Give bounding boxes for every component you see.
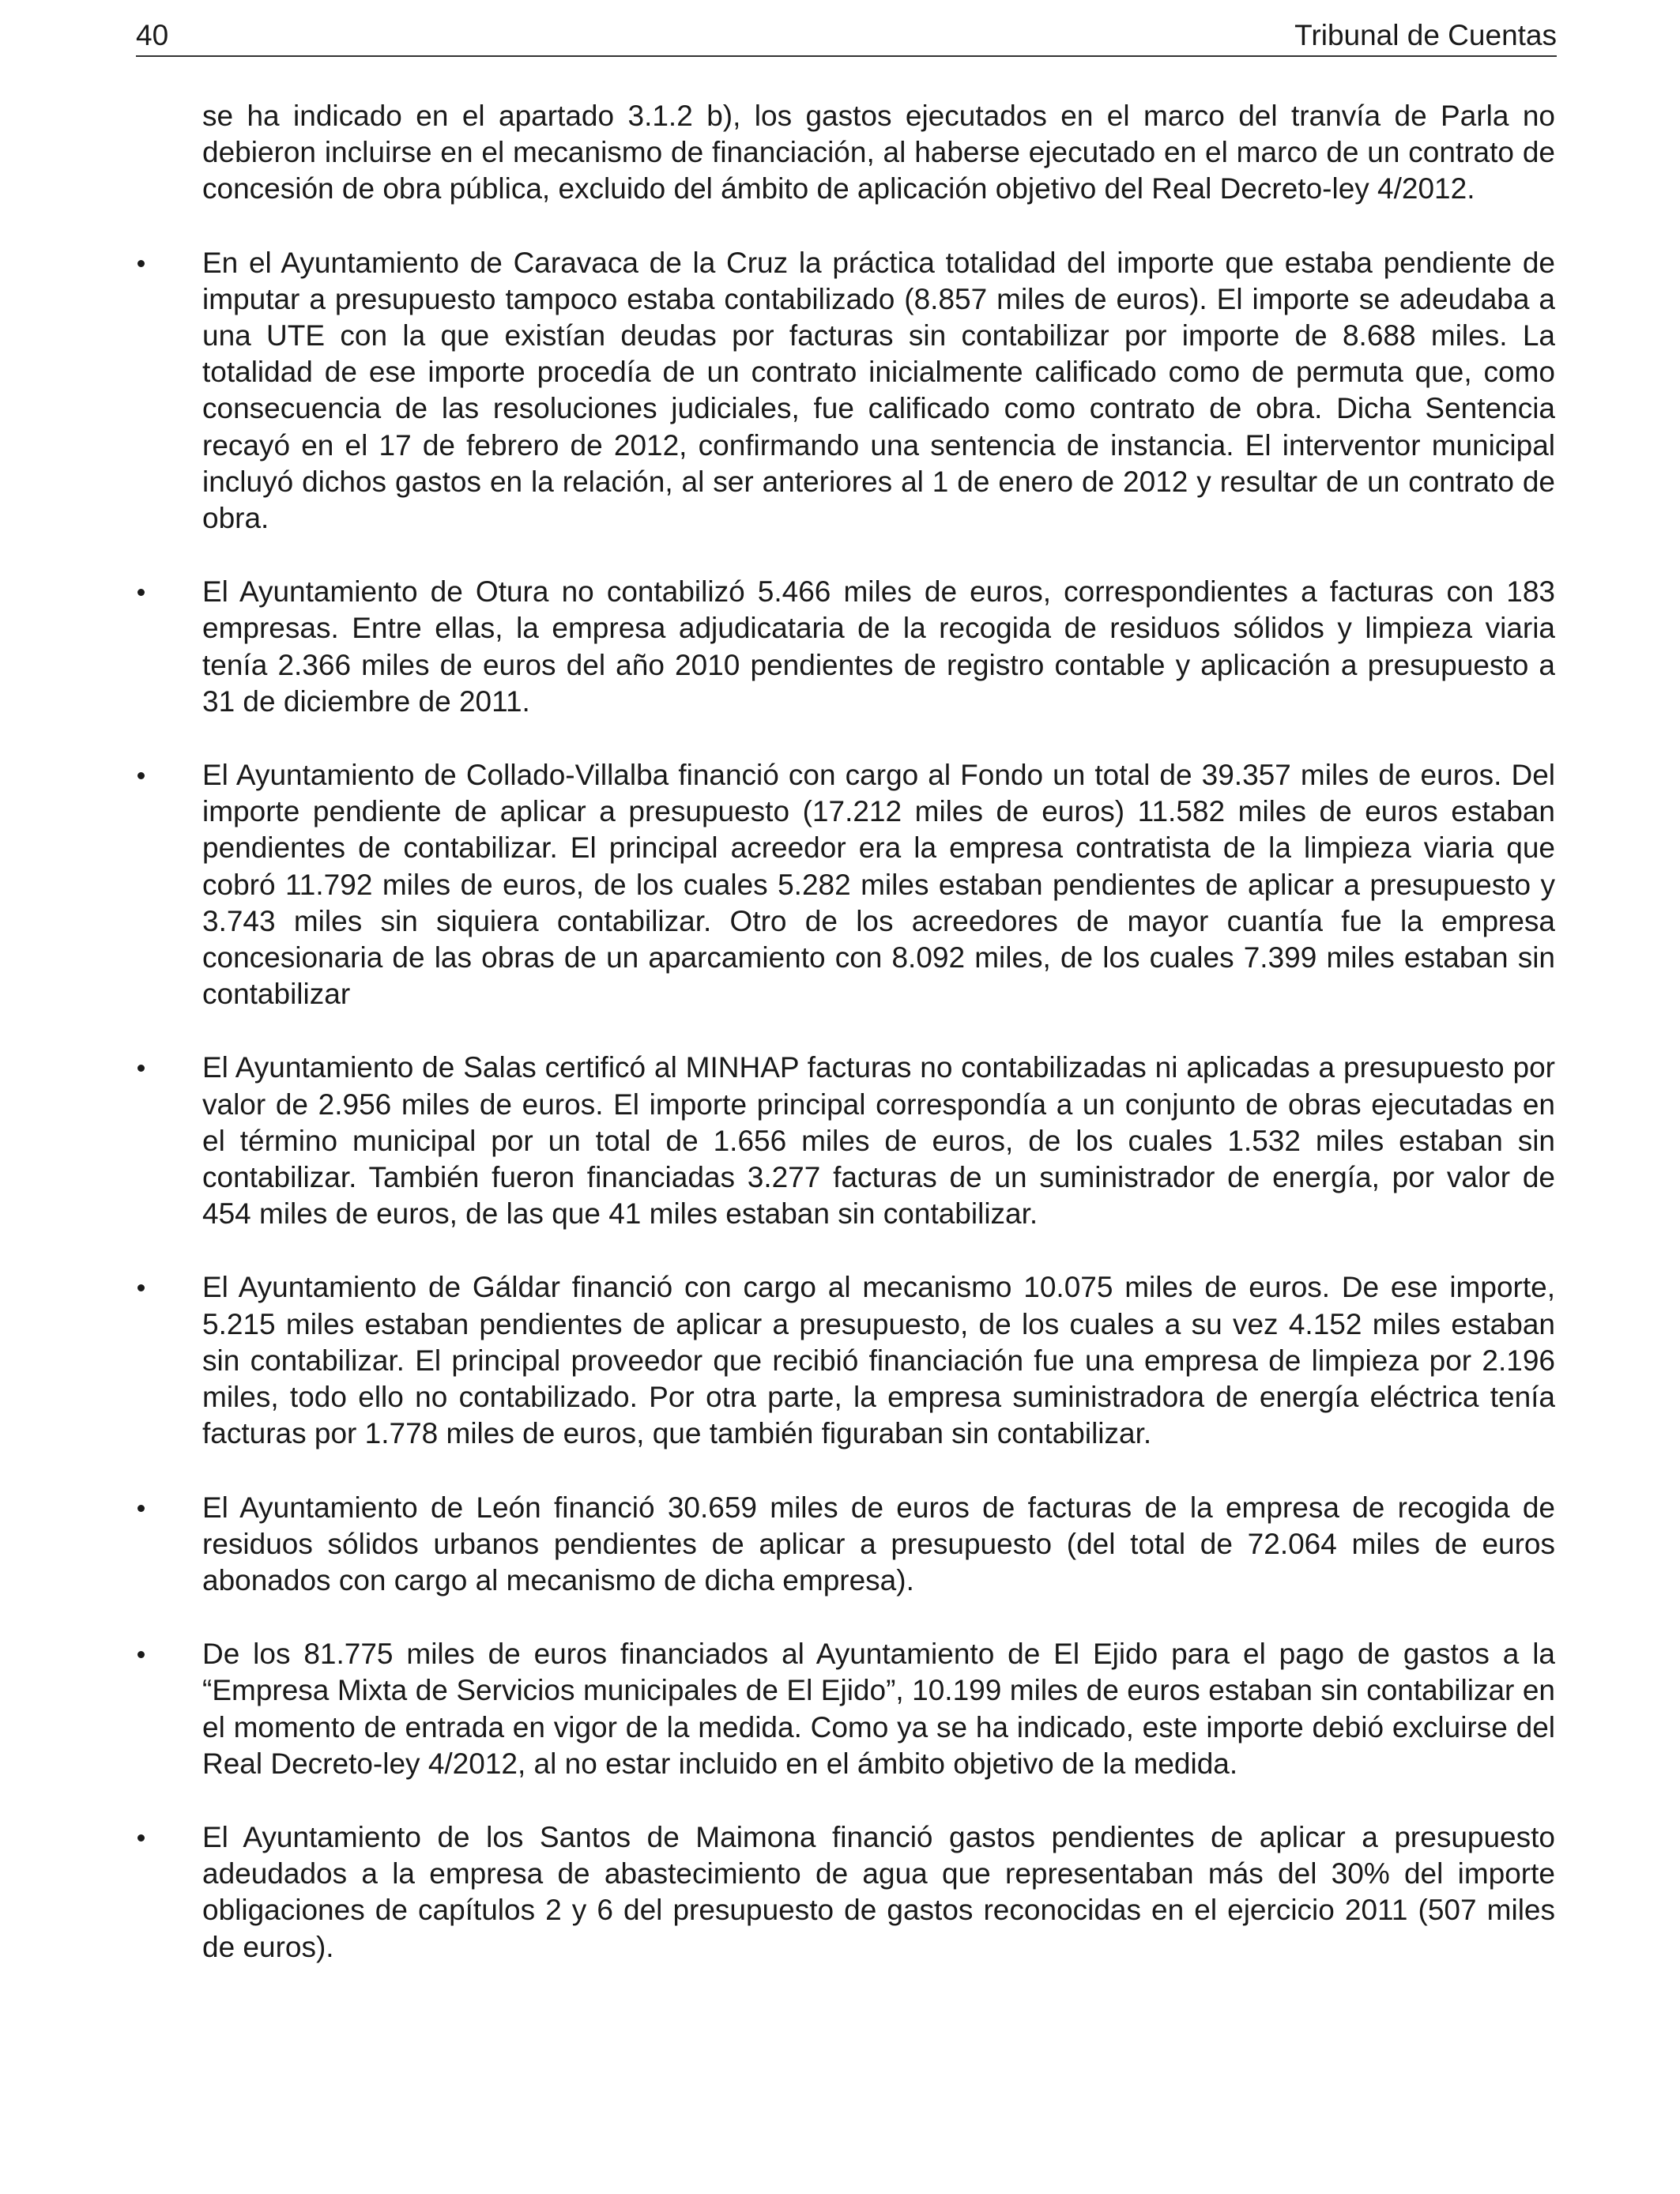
- body-text: [202, 98, 1555, 2003]
- list-item: [202, 245, 1555, 537]
- list-item-text: El Ayuntamiento de Otura no contabilizó 5.466 miles de euros, correspondientes a facturas con 183 empresas. Entre ellas, la empresa adjudicataria de la recogida de residuos sólidos y limpieza viaria tenía 2.366 miles de euros del año 2010 pendientes de registro contable y aplicación a presupuesto a 31 de diciembre de 2011.: [202, 575, 1555, 718]
- list-item: [202, 1490, 1555, 1600]
- list-item-text: El Ayuntamiento de Gáldar financió con cargo al mecanismo 10.075 miles de euros. De ese importe, 5.215 miles estaban pendientes de aplicar a presupuesto, de los cuales a su vez 4.152 miles estaban sin contabilizar. El principal proveedor que recibió financiación fue una empresa de limpieza por 2.196 miles, todo ello no contabilizado. Por otra parte, la empresa suministradora de energía eléctrica tenía facturas por 1.778 miles de euros, que también figuraban sin contabilizar.: [202, 1271, 1555, 1450]
- bullet-icon: [137, 589, 145, 596]
- list-item: [202, 1050, 1555, 1232]
- list-item: [202, 1269, 1555, 1452]
- list-item-text: El Ayuntamiento de Salas certificó al MINHAP facturas no contabilizadas ni aplicadas a presupuesto por valor de 2.956 miles de euros. El importe principal correspondía a un conjunto de obras ejecutadas en el término municipal por un total de 1.656 miles de euros, de los cuales 1.532 miles estaban sin contabilizar. También fueron financiadas 3.277 facturas de un suministrador de energía, por valor de 454 miles de euros, de las que 41 miles estaban sin contabilizar.: [202, 1051, 1555, 1231]
- page-header: [136, 16, 1557, 57]
- list-item-text: En el Ayuntamiento de Caravaca de la Cruz la práctica totalidad del importe que estaba pendiente de imputar a presupuesto tampoco estaba contabilizado (8.857 miles de euros). El importe se adeudaba a una UTE con la que existían deudas por facturas sin contabilizar por importe de 8.688 miles. La totalidad de ese importe procedía de un contrato inicialmente calificado como de permuta que, como consecuencia de las resoluciones judiciales, fue calificado como contrato de obra. Dicha Sentencia recayó en el 17 de febrero de 2012, confirmando una sentencia de instancia. El interventor municipal incluyó dichos gastos en la relación, al ser anteriores al 1 de enero de 2012 y resultar de un contrato de obra.: [202, 246, 1555, 535]
- list-item-text: El Ayuntamiento de Collado-Villalba financió con cargo al Fondo un total de 39.357 miles de euros. Del importe pendiente de aplicar a presupuesto (17.212 miles de euros) 11.582 miles de euros estaban pendientes de contabilizar. El principal acreedor era la empresa contratista de la limpieza viaria que cobró 11.792 miles de euros, de los cuales 5.282 miles estaban pendientes de aplicar a presupuesto y 3.743 miles sin siquiera contabilizar. Otro de los acreedores de mayor cuantía fue la empresa concesionaria de las obras de un aparcamiento con 8.092 miles, de los cuales 7.399 miles estaban sin contabilizar: [202, 759, 1555, 1011]
- bullet-icon: [137, 772, 145, 779]
- list-item-text: El Ayuntamiento de León financió 30.659 miles de euros de facturas de la empresa de recogida de residuos sólidos urbanos pendientes de aplicar a presupuesto (del total de 72.064 miles de euros abonados con cargo al mecanismo de dicha empresa).: [202, 1491, 1555, 1596]
- bullet-icon: [137, 1065, 145, 1072]
- list-item: [202, 757, 1555, 1012]
- bullet-icon: [137, 1284, 145, 1291]
- bullet-icon: [137, 1651, 145, 1658]
- page-number: 40: [136, 19, 169, 51]
- running-title: Tribunal de Cuentas: [1294, 19, 1557, 51]
- bullet-icon: [137, 1505, 145, 1512]
- list-item: [202, 1819, 1555, 1966]
- list-item-text: El Ayuntamiento de los Santos de Maimona financió gastos pendientes de aplicar a presupuesto adeudados a la empresa de abastecimiento de agua que representaban más del 30% del importe obligaciones de capítulos 2 y 6 del presupuesto de gastos reconocidas en el ejercicio 2011 (507 miles de euros).: [202, 1820, 1555, 1963]
- paragraph-continuation: se ha indicado en el apartado 3.1.2 b), los gastos ejecutados en el marco del tranvía de Parla no debieron incluirse en el mecanismo de financiación, al haberse ejecutado en el marco de un contrato de concesión de obra pública, excluido del ámbito de aplicación objetivo del Real Decreto-ley 4/2012.: [202, 100, 1555, 205]
- list-item: [202, 574, 1555, 720]
- list-item-text: De los 81.775 miles de euros financiados al Ayuntamiento de El Ejido para el pago de gastos a la “Empresa Mixta de Servicios municipales de El Ejido”, 10.199 miles de euros estaban sin contabilizar en el momento de entrada en vigor de la medida. Como ya se ha indicado, este importe debió excluirse del Real Decreto-ley 4/2012, al no estar incluido en el ámbito objetivo de la medida.: [202, 1638, 1555, 1780]
- bullet-icon: [137, 260, 145, 267]
- bullet-icon: [137, 1834, 145, 1842]
- list-item: [202, 1636, 1555, 1782]
